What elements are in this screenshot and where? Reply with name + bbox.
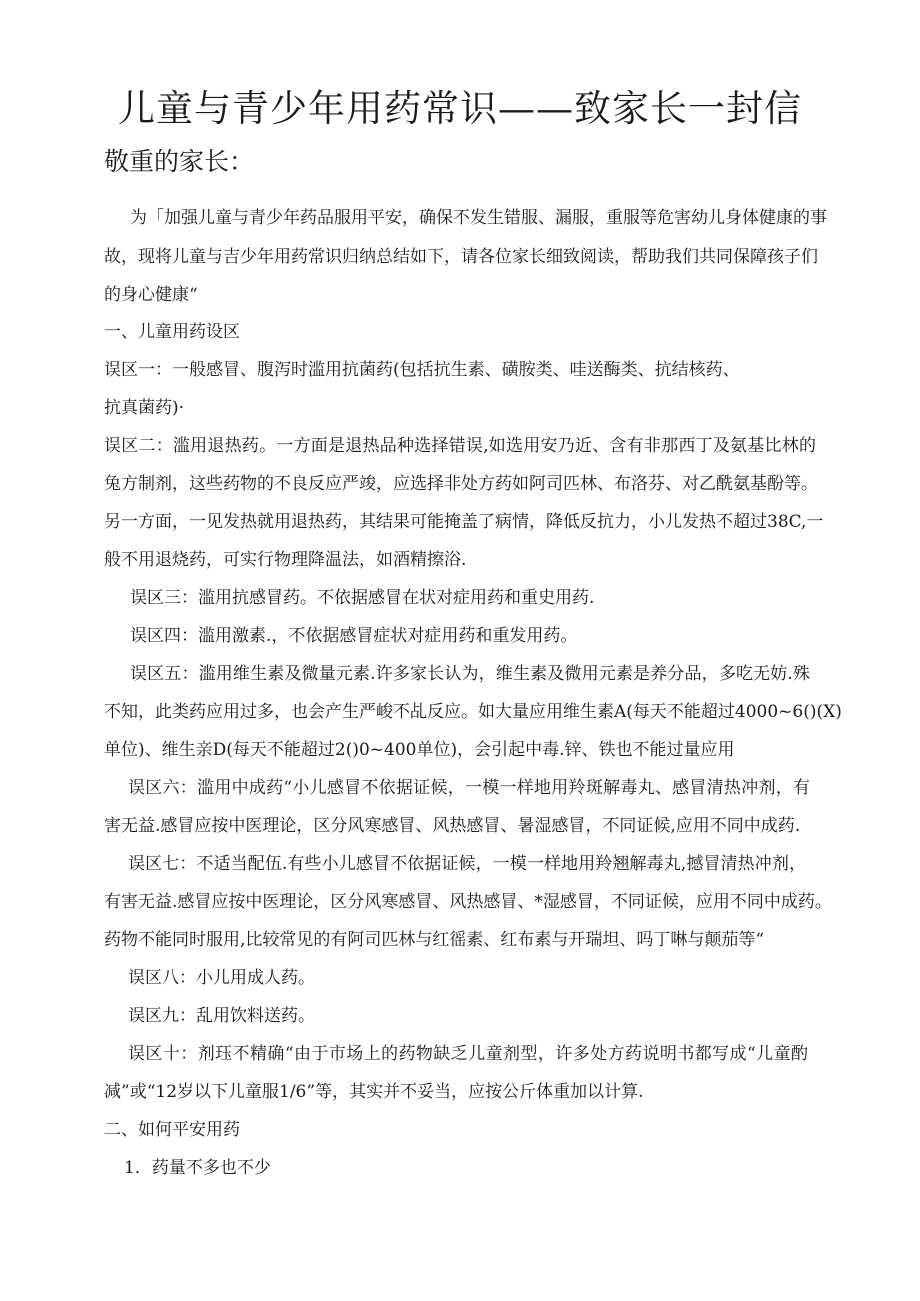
myth-item-line: 减”或“12岁以下儿童服1/6”等，其实并不妥当，应按公斤体重加以计算. (104, 1082, 644, 1102)
intro-line: 故，现将儿童与吉少年用药常识归纳总结如下，请各位家长细致阅读，帮助我们共同保障孩子们 (104, 247, 818, 267)
section-heading: 一、儿童用药设区 (104, 322, 240, 342)
myth-item-line: 误区四：滥用激素.，不依据感冒症状对症用药和重发用药。 (130, 626, 578, 646)
myth-item-line: 误区十：剂珏不精确“由于市场上的药物缺乏儿童剂型，许多处方药说明书都写成“儿童酌 (128, 1044, 808, 1064)
intro-line: 的身心健康“ (104, 285, 198, 305)
myth-item-line: 误区三：滥用抗感冒药。不依据感冒在状对症用药和重史用药. (130, 588, 595, 608)
myth-item-line: 不知，此类药应用过多，也会产生严峻不乩反应。如大量应用维生素A(每天不能超过4000~6()(X) (104, 702, 842, 722)
myth-item-line: 有害无益.感冒应按中医理论，区分风寒感冒、风热感冒、*湿感冒，不同证候，应用不同中成药。 (104, 892, 832, 912)
document-title: 儿童与青少年用药常识——致家长一封信 (118, 87, 802, 130)
list-item: 1．药量不多也不少 (124, 1158, 271, 1178)
myth-item-line: 单位)、维生亲D(每天不能超过2()0~400单位)，会引起中毒.锌、铁也不能过量应用 (104, 740, 735, 760)
myth-item-line: 误区八：小儿用成人药。 (128, 968, 315, 988)
myth-item-line: 另一方面，一见发热就用退热药，其结果可能掩盖了病情，降低反抗力，小儿发热不超过38C,一 (104, 512, 824, 532)
myth-item-line: 误区五：滥用维生素及微量元素.许多家长认为，维生素及微用元素是养分品，多吃无妨.殊 (130, 664, 810, 684)
myth-item-line: 误区二：滥用退热药。一方面是退热品种选择错误,如选用安乃近、含有非那西丁及氨基比林的 (104, 436, 816, 456)
myth-item-line: 抗真菌药)· (104, 398, 185, 418)
intro-line: 为「加强儿童与青少年药品服用平安，确保不发生错服、漏服，重服等危害幼儿身体健康的事 (130, 208, 827, 228)
myth-item-line: 误区九：乱用饮料送药。 (128, 1006, 315, 1026)
myth-item-line: 害无益.感冒应按中医理论，区分风寒感冒、风热感冒、暑湿感冒，不同证候,应用不同中成药. (104, 816, 801, 836)
section-heading: 二、如何平安用药 (104, 1120, 240, 1140)
myth-item-line: 般不用退烧药，可实行物理降温法，如酒精擦浴. (104, 550, 467, 570)
myth-item-line: 误区六：滥用中成药“小儿感冒不依据证候，一模一样地用羚斑解毒丸、感冒清热冲剂，有 (128, 778, 810, 798)
myth-item-line: 误区七：不适当配伍.有些小儿感冒不依据证候，一模一样地用羚翘解毒丸,撼冒清热冲剂， (128, 854, 806, 874)
salutation: 敬重的家长： (104, 147, 255, 176)
myth-item-line: 药物不能同时服用,比较常见的有阿司匹林与红徭素、红布素与开瑞坦、吗丁啉与颠茄等“ (104, 930, 765, 950)
myth-item-line: 误区一：一般感冒、腹泻时滥用抗菌药(包括抗生素、磺胺类、哇送酶类、抗结核药、 (104, 360, 740, 380)
myth-item-line: 兔方制剂，这些药物的不良反应严竣，应选择非处方药如阿司匹林、布洛芬、对乙酰氨基酚等。 (104, 474, 818, 494)
